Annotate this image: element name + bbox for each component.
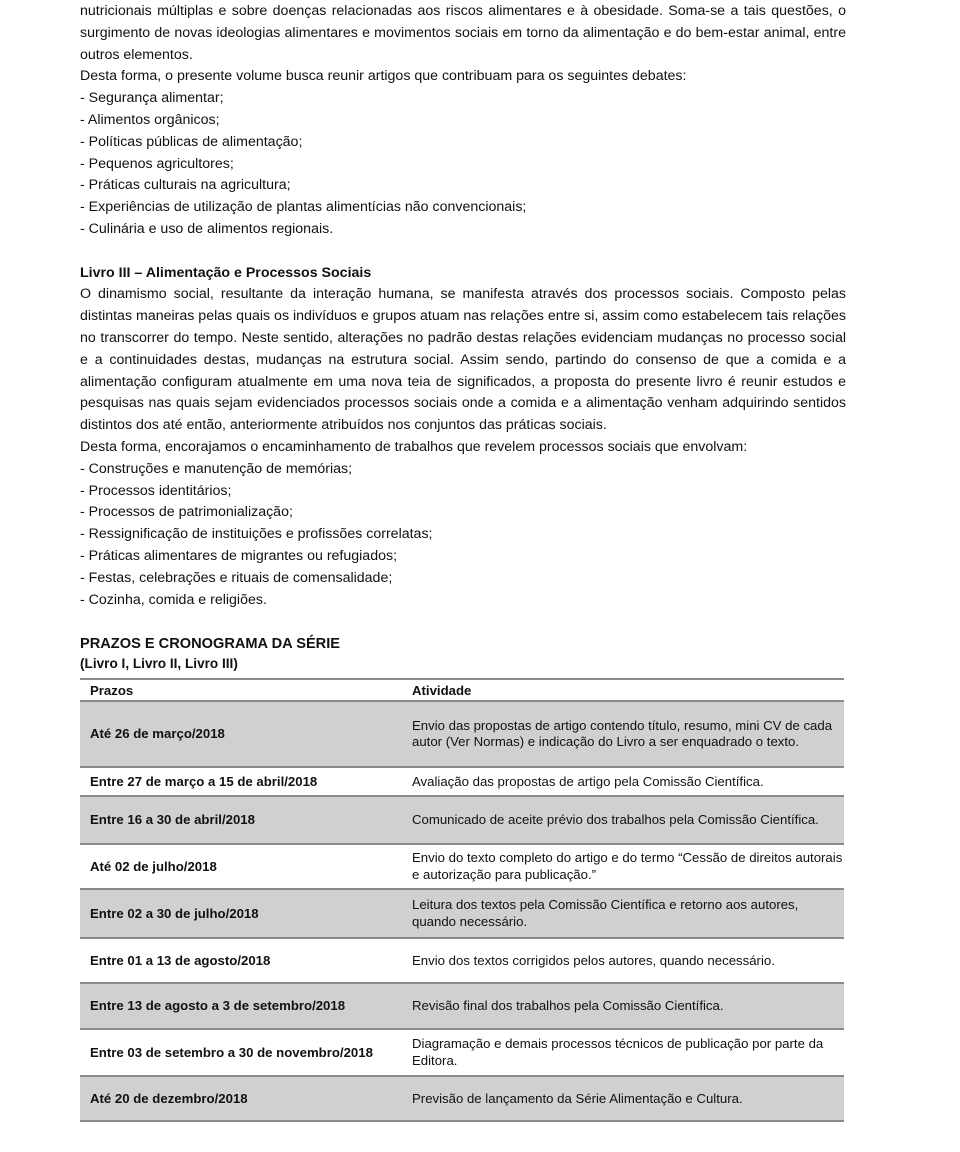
debates-intro: Desta forma, o presente volume busca reunir artigos que contribuam para os seguintes debates: xyxy=(80,68,687,85)
schedule-table xyxy=(80,678,844,1122)
schedule-subtitle: (Livro I, Livro II, Livro III) xyxy=(80,656,238,672)
atividade-cell: Envio dos textos corrigidos pelos autores, quando necessário. xyxy=(402,938,844,983)
table-row xyxy=(80,938,844,983)
table-header-row xyxy=(80,679,844,701)
prazo-cell: Entre 16 a 30 de abril/2018 xyxy=(80,796,402,844)
list-item: - Processos identitários; xyxy=(80,482,232,499)
prazo-cell: Até 26 de março/2018 xyxy=(80,701,402,767)
atividade-cell: Envio das propostas de artigo contendo título, resumo, mini CV de cada autor (Ver Normas) e indicação do Livro a ser enquadrado o texto. xyxy=(402,701,844,767)
list-item: - Experiências de utilização de plantas alimentícias não convencionais; xyxy=(80,199,527,216)
schedule-title: PRAZOS E CRONOGRAMA DA SÉRIE xyxy=(80,636,341,653)
list-item: - Construções e manutenção de memórias; xyxy=(80,460,353,477)
list-item: - Alimentos orgânicos; xyxy=(80,111,220,128)
atividade-cell: Revisão final dos trabalhos pela Comissão Científica. xyxy=(402,983,844,1029)
intro-paragraph: nutricionais múltiplas e sobre doenças relacionadas aos riscos alimentares e à obesidade. Soma-se a tais questões, o surgimento de novas ideologias alimentares e movimentos sociais em torno da alimentação e do bem-estar animal, entre outros elementos. xyxy=(80,3,846,63)
prazo-cell: Até 20 de dezembro/2018 xyxy=(80,1076,402,1121)
atividade-cell: Envio do texto completo do artigo e do termo “Cessão de direitos autorais e autorização para publicação.” xyxy=(402,844,844,889)
list-item: - Pequenos agricultores; xyxy=(80,155,234,172)
livro3-paragraph: O dinamismo social, resultante da interação humana, se manifesta através dos processos sociais. Composto pelas distintas maneiras pelas quais os indivíduos e grupos atuam nas relações entre si, assim como estabelecem tais relações no transcorrer do tempo. Neste sentido, alterações no padrão destas relações evidenciam mudanças no processo social e a continuidades destas, mudanças na estrutura social. Assim sendo, partindo do consenso de que a comida e a alimentação configuram atualmente em uma nova teia de significados, a proposta do presente livro é reunir estudos e pesquisas nas quais sejam evidenciados processos sociais onde a comida e a alimentação venham adquirindo sentidos distintos dos até então, anteriormente atribuídos nos conjuntos das práticas sociais. xyxy=(80,286,846,434)
prazo-cell: Entre 13 de agosto a 3 de setembro/2018 xyxy=(80,983,402,1029)
prazo-cell: Entre 01 a 13 de agosto/2018 xyxy=(80,938,402,983)
list-item: - Práticas alimentares de migrantes ou refugiados; xyxy=(80,547,398,564)
atividade-cell: Previsão de lançamento da Série Alimentação e Cultura. xyxy=(402,1076,844,1121)
list-item: - Festas, celebrações e rituais de comensalidade; xyxy=(80,569,393,586)
column-header-prazos: Prazos xyxy=(80,679,402,701)
spacer xyxy=(80,241,846,263)
table-row xyxy=(80,701,844,767)
table-row xyxy=(80,1076,844,1121)
livro3-topics-intro: Desta forma, encorajamos o encaminhamento de trabalhos que revelem processos sociais que envolvam: xyxy=(80,438,748,455)
column-header-atividade: Atividade xyxy=(402,679,844,701)
table-row xyxy=(80,1029,844,1076)
table-row xyxy=(80,844,844,889)
atividade-cell: Diagramação e demais processos técnicos de publicação por parte da Editora. xyxy=(402,1029,844,1076)
list-item: - Cozinha, comida e religiões. xyxy=(80,591,267,608)
list-item: - Processos de patrimonialização; xyxy=(80,504,293,521)
atividade-cell: Comunicado de aceite prévio dos trabalhos pela Comissão Científica. xyxy=(402,796,844,844)
prazo-cell: Entre 02 a 30 de julho/2018 xyxy=(80,889,402,938)
list-item: - Culinária e uso de alimentos regionais. xyxy=(80,220,334,237)
list-item: - Políticas públicas de alimentação; xyxy=(80,133,303,150)
prazo-cell: Entre 03 de setembro a 30 de novembro/2018 xyxy=(80,1029,402,1076)
prazo-cell: Entre 27 de março a 15 de abril/2018 xyxy=(80,767,402,796)
livro3-title: Livro III – Alimentação e Processos Sociais xyxy=(80,264,372,281)
atividade-cell: Leitura dos textos pela Comissão Científica e retorno aos autores, quando necessário. xyxy=(402,889,844,938)
prazo-cell: Até 02 de julho/2018 xyxy=(80,844,402,889)
table-row xyxy=(80,889,844,938)
atividade-cell: Avaliação das propostas de artigo pela Comissão Científica. xyxy=(402,767,844,796)
list-item: - Ressignificação de instituições e profissões correlatas; xyxy=(80,526,433,543)
document-page xyxy=(80,0,846,1122)
spacer xyxy=(80,611,846,634)
list-item: - Segurança alimentar; xyxy=(80,90,224,107)
table-row xyxy=(80,767,844,796)
table-row xyxy=(80,796,844,844)
list-item: - Práticas culturais na agricultura; xyxy=(80,177,291,194)
debates-list xyxy=(80,88,846,241)
livro3-topics-list xyxy=(80,459,846,612)
table-row xyxy=(80,983,844,1029)
